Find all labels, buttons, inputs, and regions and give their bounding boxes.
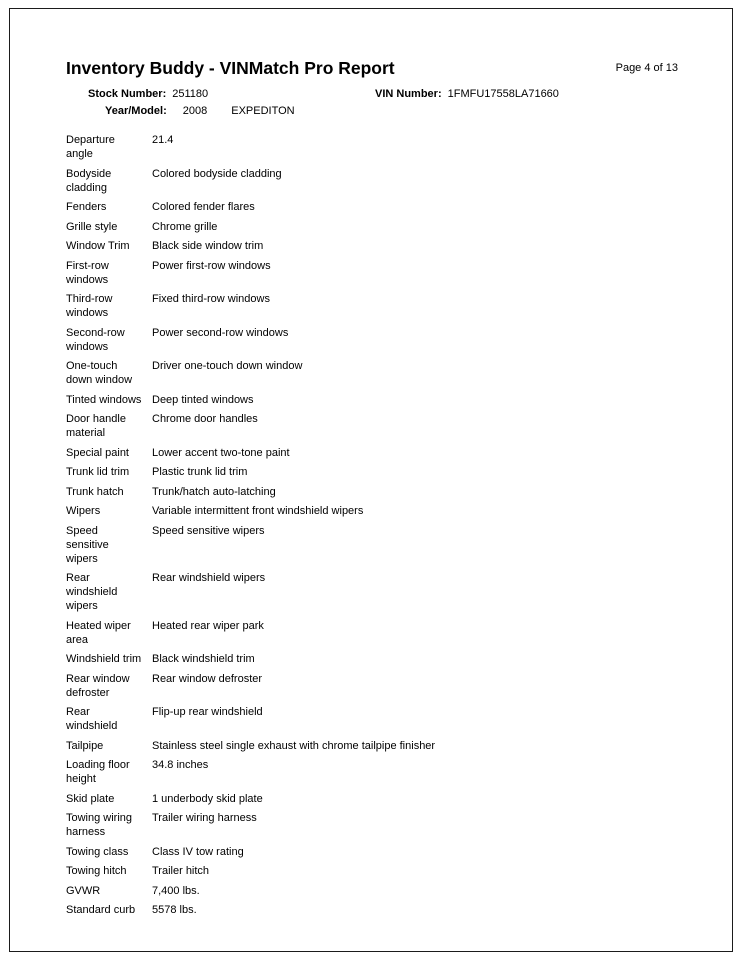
- spec-label: Rear windshield wipers: [66, 572, 118, 612]
- spec-row: [66, 524, 678, 566]
- page-indicator: Page 4 of 13: [615, 62, 678, 74]
- meta-line-2: [66, 103, 678, 120]
- spec-row: [66, 465, 678, 479]
- spec-row: [66, 412, 678, 440]
- spec-row: [66, 845, 678, 859]
- spec-value: Colored bodyside cladding: [152, 167, 282, 180]
- spec-value: Plastic trunk lid trim: [152, 466, 248, 478]
- stock-number-label: Stock Number:: [88, 88, 167, 100]
- spec-value: Trailer wiring harness: [152, 812, 257, 824]
- spec-value: 7,400 lbs.: [152, 884, 200, 897]
- spec-label: Rear window defroster: [66, 672, 130, 699]
- spec-label: Standard curb: [66, 904, 136, 916]
- spec-label: Door handle material: [66, 413, 126, 439]
- spec-value: Colored fender flares: [152, 201, 255, 213]
- vin-number-pair: [375, 86, 559, 102]
- spec-value: Rear window defroster: [152, 672, 263, 685]
- spec-value: Chrome grille: [152, 220, 218, 233]
- spec-row: [66, 359, 678, 387]
- spec-label: Towing class: [66, 845, 129, 858]
- spec-label: Wipers: [66, 505, 101, 517]
- spec-value: Black side window trim: [152, 240, 264, 252]
- spec-value: 34.8 inches: [152, 759, 209, 771]
- spec-row: [66, 758, 678, 786]
- year-model-pair: [66, 105, 295, 117]
- spec-row: [66, 446, 678, 460]
- spec-label: One-touch down window: [66, 360, 133, 386]
- spec-value: Fixed third-row windows: [152, 293, 270, 305]
- spec-label: Skid plate: [66, 792, 115, 805]
- spec-label: Tinted windows: [66, 393, 142, 406]
- spec-value: Rear windshield wipers: [152, 572, 266, 584]
- spec-value: Chrome door handles: [152, 413, 258, 425]
- spec-list: [66, 133, 678, 917]
- meta-line-1: [66, 86, 678, 103]
- spec-label: Special paint: [66, 446, 129, 459]
- spec-label: Windshield trim: [66, 653, 142, 665]
- spec-label: Departure angle: [66, 134, 115, 160]
- spec-label: Rear windshield: [66, 706, 118, 732]
- year-model-label: Year/Model:: [105, 105, 167, 117]
- spec-value: Trailer hitch: [152, 865, 210, 877]
- spec-row: [66, 220, 678, 234]
- spec-label: Grille style: [66, 220, 118, 233]
- spec-row: [66, 571, 678, 613]
- spec-value: 5578 lbs.: [152, 904, 197, 916]
- spec-row: [66, 739, 678, 753]
- spec-value: Stainless steel single exhaust with chrome tailpipe finisher: [152, 739, 436, 752]
- spec-value: Trunk/hatch auto-latching: [152, 485, 276, 498]
- spec-row: [66, 811, 678, 839]
- spec-label: Third-row windows: [66, 293, 113, 319]
- spec-row: [66, 393, 678, 407]
- spec-value: Flip-up rear windshield: [152, 706, 263, 718]
- spec-row: [66, 133, 678, 161]
- spec-label: Second-row windows: [66, 326, 125, 353]
- stock-number-pair: [66, 88, 208, 100]
- report-header: [66, 58, 678, 79]
- spec-value: Class IV tow rating: [152, 845, 244, 858]
- spec-row: [66, 292, 678, 320]
- spec-label: Window Trim: [66, 240, 130, 252]
- spec-label: Speed sensitive wipers: [66, 524, 109, 565]
- spec-label: GVWR: [66, 884, 101, 897]
- spec-row: [66, 485, 678, 499]
- spec-value: 1 underbody skid plate: [152, 792, 263, 805]
- spec-value: Lower accent two-tone paint: [152, 446, 290, 459]
- spec-row: [66, 652, 678, 666]
- spec-value: Power second-row windows: [152, 326, 289, 339]
- spec-label: Towing hitch: [66, 865, 127, 877]
- spec-label: Loading floor height: [66, 759, 130, 785]
- spec-row: [66, 259, 678, 287]
- vehicle-meta: [66, 86, 678, 120]
- spec-row: [66, 167, 678, 195]
- spec-label: Trunk lid trim: [66, 466, 130, 478]
- spec-row: [66, 792, 678, 806]
- spec-value: 21.4: [152, 134, 174, 146]
- spec-label: Towing wiring harness: [66, 812, 133, 838]
- spec-value: Speed sensitive wipers: [152, 524, 265, 537]
- year-value: 2008: [182, 105, 208, 117]
- spec-label: Fenders: [66, 201, 107, 213]
- stock-number-value: 251180: [172, 88, 209, 100]
- spec-value: Variable intermittent front windshield wipers: [152, 505, 364, 517]
- spec-value: Heated rear wiper park: [152, 619, 264, 632]
- spec-label: Heated wiper area: [66, 619, 131, 646]
- spec-row: [66, 239, 678, 253]
- vin-number-label: VIN Number:: [375, 88, 442, 100]
- spec-row: [66, 884, 678, 898]
- spec-label: Bodyside cladding: [66, 167, 112, 194]
- spec-row: [66, 504, 678, 518]
- spec-value: Deep tinted windows: [152, 393, 254, 406]
- spec-label: First-row windows: [66, 259, 109, 286]
- spec-value: Driver one-touch down window: [152, 360, 303, 372]
- model-value: EXPEDITON: [231, 105, 295, 117]
- spec-row: [66, 864, 678, 878]
- spec-row: [66, 326, 678, 354]
- report-page: [66, 58, 678, 923]
- spec-row: [66, 903, 678, 917]
- spec-row: [66, 672, 678, 700]
- spec-row: [66, 200, 678, 214]
- spec-label: Tailpipe: [66, 739, 104, 752]
- spec-value: Power first-row windows: [152, 259, 271, 272]
- vin-number-value: 1FMFU17558LA71660: [447, 88, 559, 100]
- report-title: Inventory Buddy - VINMatch Pro Report: [66, 58, 395, 78]
- spec-value: Black windshield trim: [152, 653, 255, 665]
- spec-label: Trunk hatch: [66, 485, 124, 498]
- spec-row: [66, 619, 678, 647]
- spec-row: [66, 705, 678, 733]
